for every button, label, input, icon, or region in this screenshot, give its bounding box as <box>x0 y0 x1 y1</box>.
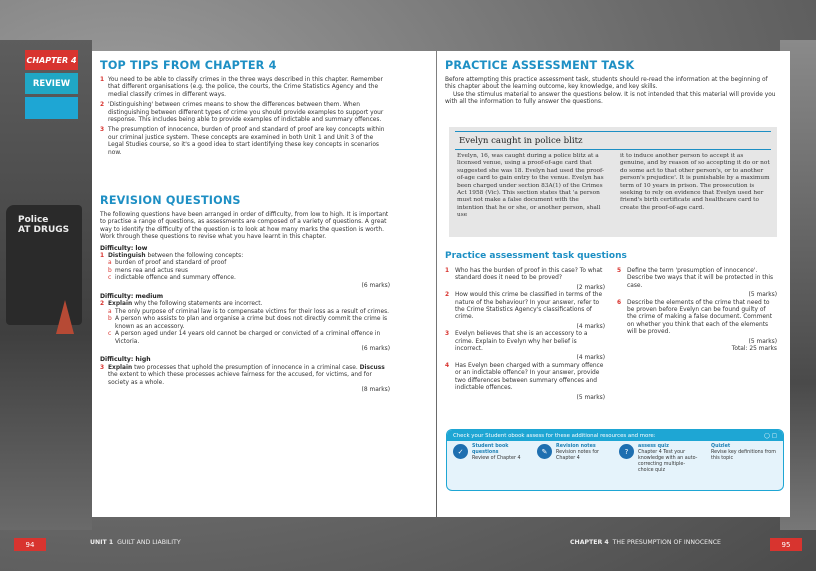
marks: (4 marks) <box>576 323 605 330</box>
difficulty-high-label: Difficulty: high <box>100 356 151 364</box>
questions-title: Practice assessment task questions <box>445 251 627 261</box>
van-label: Police AT DRUGS <box>18 215 70 235</box>
sub-item: a burden of proof and standard of proof <box>108 260 227 267</box>
top-tips-list <box>100 77 390 160</box>
obook-icon: ◯ □ <box>764 432 777 439</box>
left-running-footer: UNIT 1 GUILT AND LIABILITY <box>90 539 181 546</box>
marks: (8 marks) <box>361 386 390 393</box>
right-page <box>437 51 790 517</box>
resource-quizlet[interactable]: Quizlet Revise key definitions from this topic <box>711 444 776 461</box>
tab-accent <box>25 97 78 119</box>
resources-header: Check your Student obook assess for these additional resources and more: ◯ □ <box>447 430 783 441</box>
questions-left <box>445 268 605 402</box>
practice-question: 1 Who has the burden of proof in this case? To what standard does it need to be proved? <box>445 268 603 282</box>
practice-question: 3 Evelyn believes that she is an accessory to a crime. Explain to Evelyn why her belief is incorrect. <box>445 331 588 353</box>
case-top-rule <box>455 131 771 132</box>
practice-question: 2 How would this crime be classified in terms of the nature of the behaviour? In your answer, refer to the Crime Statistics Agency's classifications of crime. <box>445 292 603 321</box>
top-tips-title: TOP TIPS FROM CHAPTER 4 <box>100 59 277 72</box>
resources-box <box>446 429 784 491</box>
questions-right <box>617 268 777 353</box>
marks: (2 marks) <box>576 284 605 291</box>
practice-question: 5 Define the term 'presumption of innocence'. Describe two ways that it will be protected in this case. <box>617 268 774 289</box>
question-1: 1 Distinguish between the following concepts: <box>100 253 244 260</box>
question-3: 3 Explain two processes that uphold the presumption of innocence in a criminal case. Discuss the extent to which these processes achieve fairness for the accused, for victims, and for society as a whole. <box>100 364 385 386</box>
left-page <box>92 51 436 517</box>
tip-item: 2 'Distinguishing' between crimes means to show the differences between them. When distinguishing between different types of crime you should provide examples to support your response. This includes being able to provide examples of indictable and summary offences. <box>100 102 384 124</box>
question-2: 2 Explain why the following statements are incorrect. <box>100 301 263 308</box>
case-title: Evelyn caught in police blitz <box>459 136 583 146</box>
marks: (6 marks) <box>361 282 390 289</box>
revision-title: REVISION QUESTIONS <box>100 194 241 207</box>
difficulty-low-label: Difficulty: low <box>100 244 148 252</box>
sub-item: c A person aged under 14 years old cannot be charged or convicted of a criminal offence in Victoria. <box>108 331 381 345</box>
practice-question: 4 Has Evelyn been charged with a summary offence or an indictable offence? In your answer, provide two differences between summary offences and indictable offences. <box>445 362 604 392</box>
right-running-footer: CHAPTER 4 THE PRESUMPTION OF INNOCENCE <box>570 539 721 546</box>
sub-item: a The only purpose of criminal law is to compensate victims for their loss as a result of crimes. <box>108 308 390 315</box>
chapter-tab: CHAPTER 4 <box>25 50 78 70</box>
marks: (5 marks) <box>748 338 777 345</box>
tip-item: 1 You need to be able to classify crimes in the three ways described in this chapter. Remember that different organisations (e.g. the police, the courts, the Crime Statistics Agency and the medial classify crimes in different ways. <box>100 77 383 98</box>
case-study-box <box>449 127 777 237</box>
review-tab: REVIEW <box>25 73 78 94</box>
sub-item: c indictable offence and summary offence. <box>108 275 236 282</box>
total-marks: Total: 25 marks <box>731 346 777 353</box>
sub-item: b mens rea and actus reus <box>108 267 188 274</box>
practice-title: PRACTICE ASSESSMENT TASK <box>445 59 635 72</box>
notes-icon: ✎ <box>537 444 552 459</box>
left-page-number: 94 <box>14 538 46 551</box>
traffic-cone <box>56 300 74 334</box>
practice-question: 6 Describe the elements of the crime that need to be proven before Evelyn can be found guilty of the crime of making a false document. Comment on whether you think that each of the elements will be proved. <box>617 299 773 336</box>
case-text-col1: Evelyn, 16, was caught during a police blitz at a licensed venue, using a proof-of-age card that suggested she was 18. Evelyn had used the proof-of-age card to gain entry to the venue. Evelyn has been charged under section 83A(1) of the Crimes Act 1958 (Vic). This section states that 'a person must not make a false document with the intention that he or she, or another person, shall use <box>457 153 604 219</box>
resource-assess-quiz[interactable]: ? assess quiz Chapter 4 Test your knowledge with an auto-correcting multiple-choice quiz <box>619 444 699 474</box>
quiz-icon: ? <box>619 444 634 459</box>
marks: (4 marks) <box>576 355 605 362</box>
right-page-number: 95 <box>770 538 802 551</box>
marks: (5 marks) <box>748 292 777 299</box>
revision-questions <box>100 212 390 394</box>
practice-intro: Before attempting this practice assessment task, students should re-read the information at the beginning of this chapter about the learning outcome, key knowledge, and key skills. Use the stimulus material to answer the questions below. It is not intended that this material will provide you with all the information to fully answer the questions. <box>445 77 776 106</box>
difficulty-medium-label: Difficulty: medium <box>100 293 164 301</box>
marks: (5 marks) <box>576 394 605 401</box>
revision-intro: The following questions have been arranged in order of difficulty, from low to high. It is important to practise a range of questions, as assessments are composed of a variety of questions. A great way to identify the difficulty of the question is to look at how many marks the question is worth. Work through these questions to revise what you have learnt in this chapter. <box>100 212 389 241</box>
resource-student-book[interactable]: ✓ Student book questions Review of Chapter 4 <box>453 444 533 462</box>
resource-revision-notes[interactable]: ✎ Revision notes Revision notes for Chapter 4 <box>537 444 617 462</box>
book-icon: ✓ <box>453 444 468 459</box>
tip-item: 3 The presumption of innocence, burden of proof and standard of proof are key concepts within our criminal justice system. These concepts are examined in both Unit 1 and Unit 3 of the Legal Studies course, so it's a good idea to start identifying these key concepts in scenarios now. <box>100 127 385 156</box>
case-text-col2: it to induce another person to accept it as genuine, and by reason of so accepting it do or not do some act to that other person's, or to another person's prejudice'. It is punishable by a maximum term of 10 years in prison. The prosecution is seeking to rely on evidence that Evelyn used her friend's birth certificate and healthcare card to create the proof-of-age card. <box>620 153 770 211</box>
marks: (6 marks) <box>361 345 390 352</box>
sub-item: b A person who assists to plan and organise a crime but does not directly commit the crime is known as an accessory. <box>108 316 388 330</box>
case-title-rule <box>455 149 771 150</box>
